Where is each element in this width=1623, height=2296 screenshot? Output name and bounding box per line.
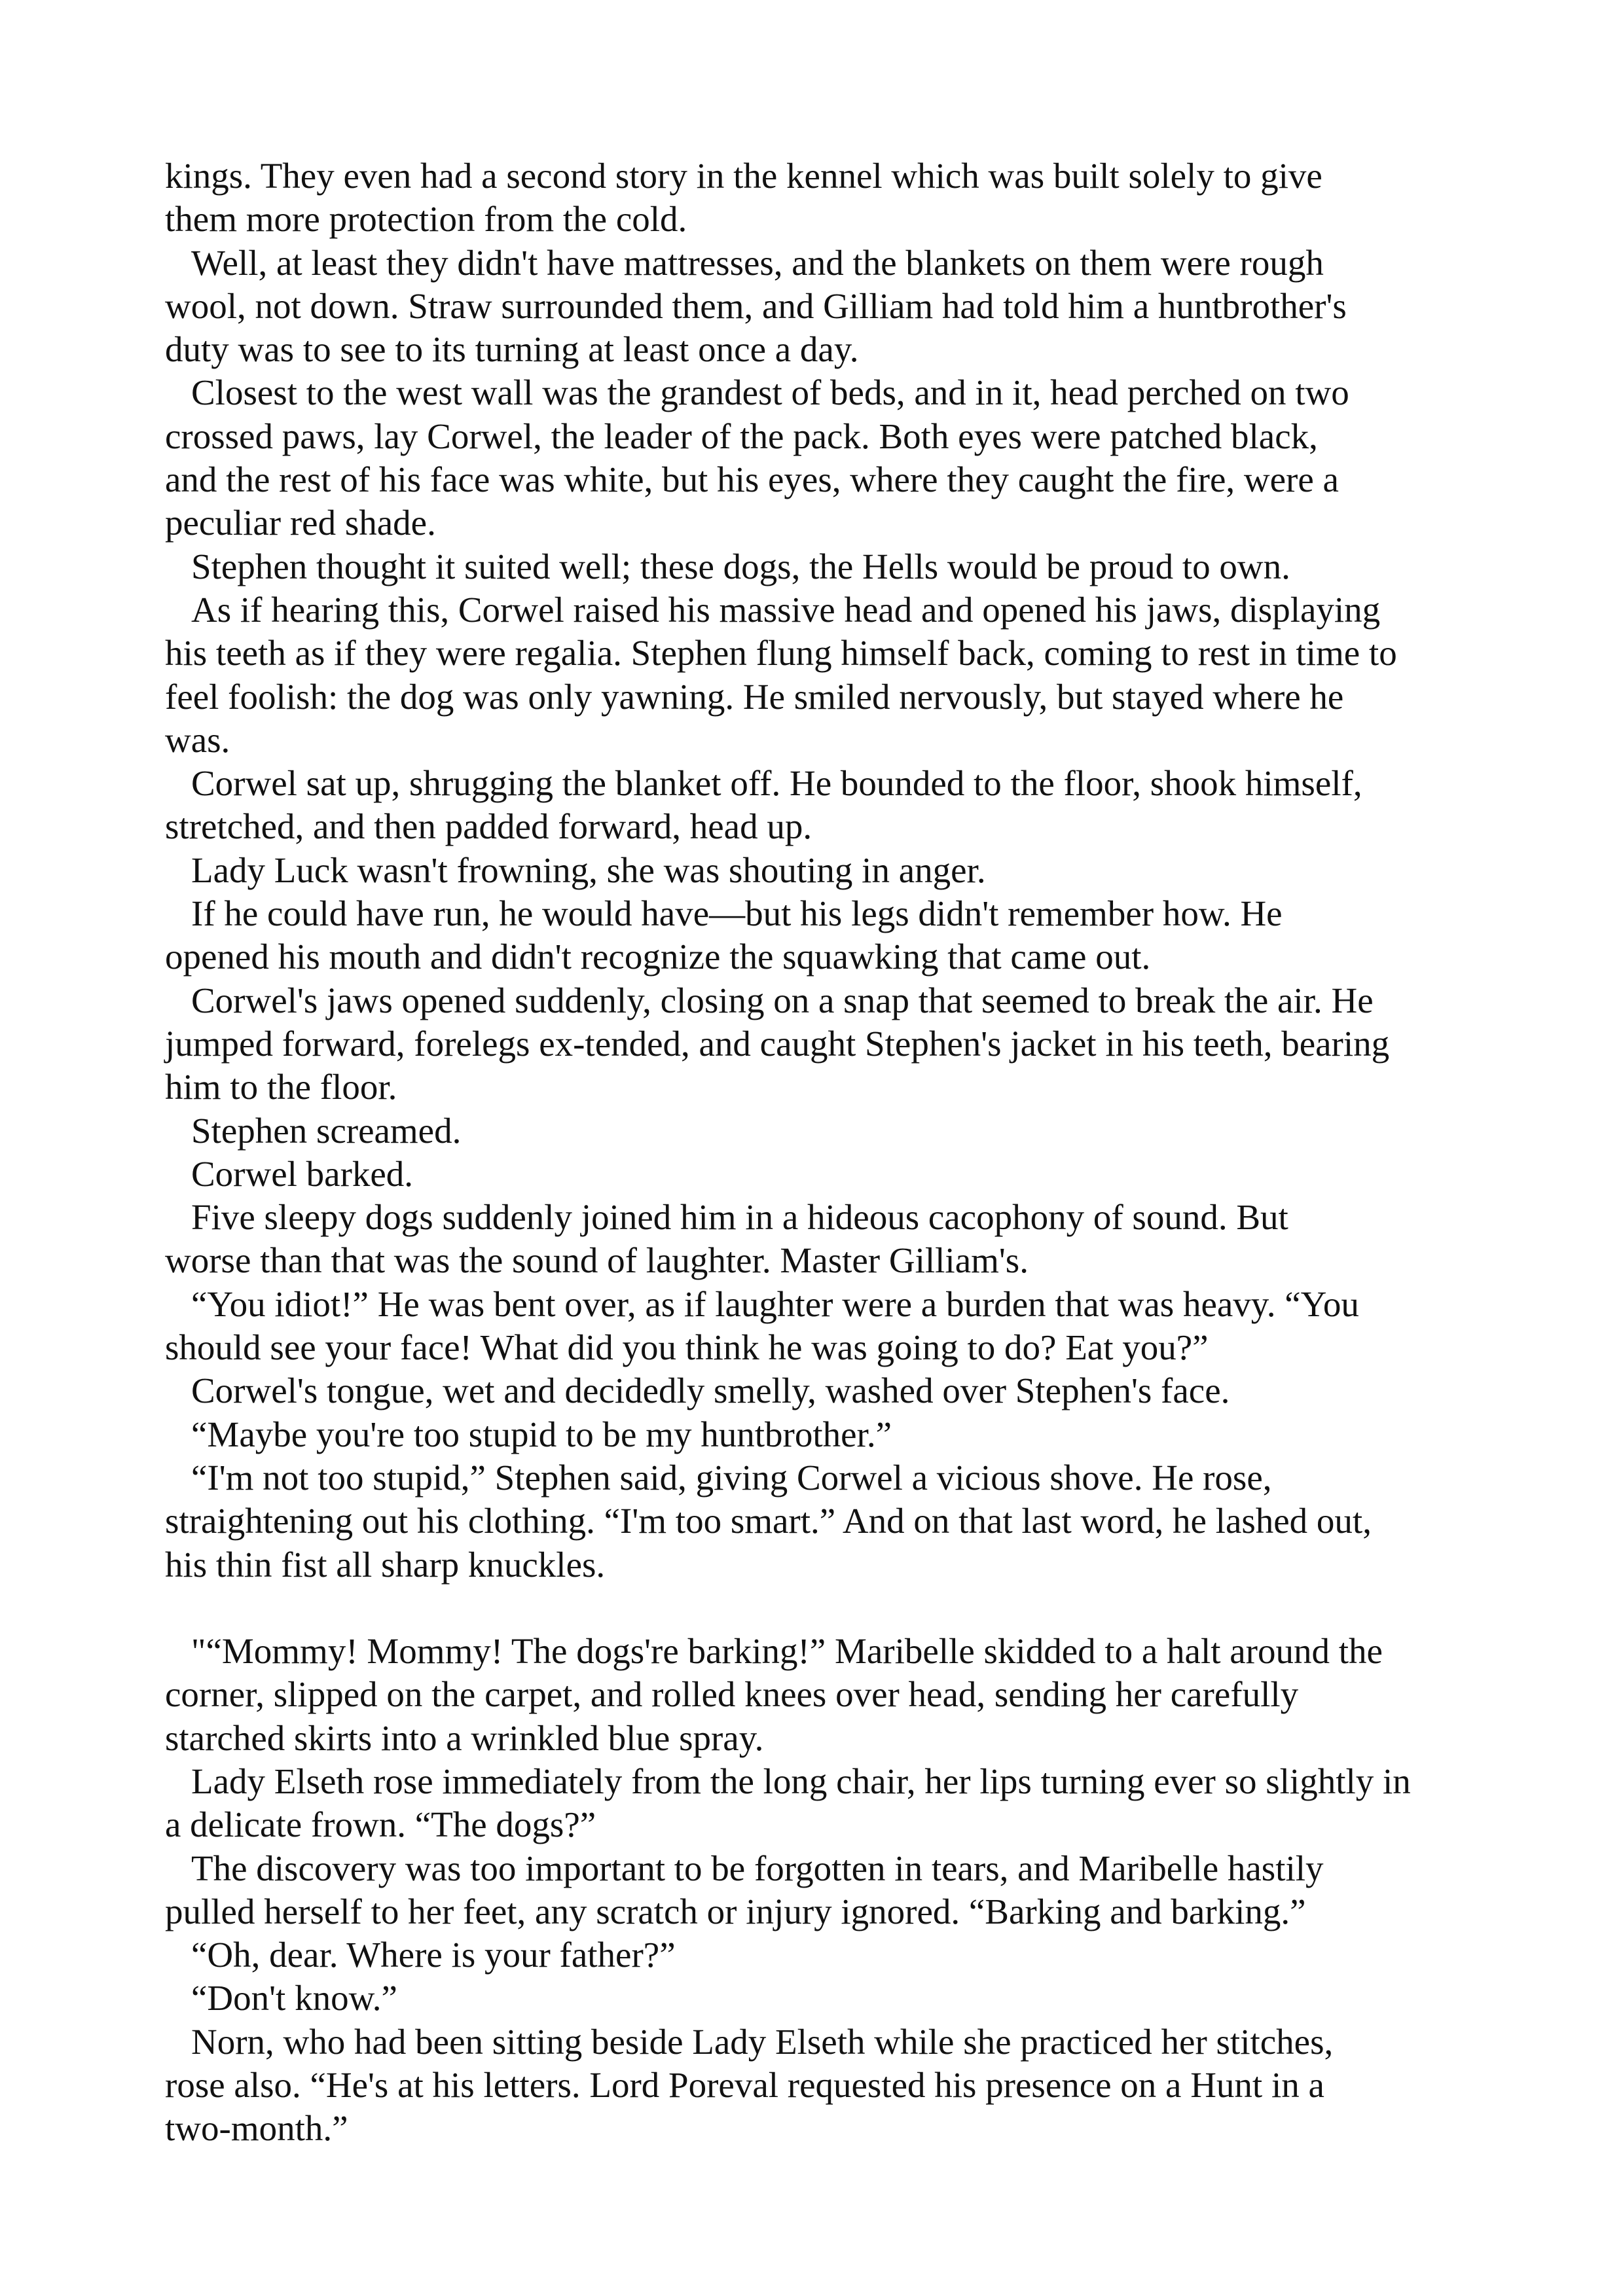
text-line: worse than that was the sound of laughter. Master Gilliam's. [165, 1240, 1029, 1281]
text-line: rose also. “He's at his letters. Lord Poreval requested his presence on a Hunt in a [165, 2065, 1324, 2106]
text-line: duty was to see to its turning at least once a day. [165, 329, 859, 370]
text-line: him to the floor. [165, 1067, 397, 1107]
text-line: stretched, and then padded forward, head up. [165, 806, 812, 847]
text-line: corner, slipped on the carpet, and rolled knees over head, sending her carefully [165, 1674, 1299, 1715]
text-line: Well, at least they didn't have mattresses, and the blankets on them were rough [191, 242, 1324, 283]
text-line: Lady Luck wasn't frowning, she was shouting in anger. [191, 850, 986, 890]
text-line: As if hearing this, Corwel raised his massive head and opened his jaws, displaying [191, 589, 1381, 630]
text-line: Corwel barked. [191, 1153, 414, 1194]
body-text [165, 154, 1481, 2151]
text-line: peculiar red shade. [165, 503, 436, 543]
text-line: should see your face! What did you think he was going to do? Eat you?” [165, 1327, 1209, 1368]
text-line: “I'm not too stupid,” Stephen said, giving Corwel a vicious shove. He rose, [191, 1457, 1272, 1498]
text-line: crossed paws, lay Corwel, the leader of the pack. Both eyes were patched black, [165, 416, 1318, 456]
text-line: them more protection from the cold. [165, 199, 687, 240]
text-line: feel foolish: the dog was only yawning. He smiled nervously, but stayed where he [165, 676, 1344, 717]
text-line: "“Mommy! Mommy! The dogs're barking!” Maribelle skidded to a halt around the [191, 1631, 1383, 1672]
text-line: The discovery was too important to be forgotten in tears, and Maribelle hastily [191, 1848, 1324, 1888]
text-line: straightening out his clothing. “I'm too smart.” And on that last word, he lashed out, [165, 1501, 1372, 1541]
text-line: Stephen thought it suited well; these dogs, the Hells would be proud to own. [191, 546, 1290, 586]
text-line: Norn, who had been sitting beside Lady Elseth while she practiced her stitches, [191, 2021, 1334, 2062]
text-line: Corwel's tongue, wet and decidedly smelly, washed over Stephen's face. [191, 1371, 1230, 1411]
section-break [165, 1587, 1481, 1630]
text-line: pulled herself to her feet, any scratch or injury ignored. “Barking and barking.” [165, 1891, 1306, 1931]
text-line: Five sleepy dogs suddenly joined him in a hideous cacophony of sound. But [191, 1197, 1288, 1238]
text-line: “Oh, dear. Where is your father?” [191, 1935, 676, 1975]
text-line: If he could have run, he would have—but his legs didn't remember how. He [191, 893, 1283, 934]
text-line: Stephen screamed. [191, 1110, 462, 1151]
text-line: was. [165, 719, 230, 760]
text-line: Corwel's jaws opened suddenly, closing on a snap that seemed to break the air. He [191, 980, 1374, 1020]
text-line: “Maybe you're too stupid to be my huntbrother.” [191, 1414, 892, 1454]
text-line: his teeth as if they were regalia. Stephen flung himself back, coming to rest in time to [165, 633, 1397, 673]
text-section-2 [165, 1630, 1481, 2151]
text-line: Lady Elseth rose immediately from the long chair, her lips turning ever so slightly in [191, 1761, 1411, 1801]
text-line: jumped forward, forelegs ex-tended, and caught Stephen's jacket in his teeth, bearing [165, 1023, 1390, 1064]
text-line: “You idiot!” He was bent over, as if laughter were a burden that was heavy. “You [191, 1283, 1359, 1324]
text-line: “Don't know.” [191, 1978, 397, 2018]
text-line: opened his mouth and didn't recognize the squawking that came out. [165, 937, 1151, 977]
text-line: kings. They even had a second story in the kennel which was built solely to give [165, 156, 1322, 196]
text-line: and the rest of his face was white, but his eyes, where they caught the fire, were a [165, 459, 1339, 500]
text-line: starched skirts into a wrinkled blue spray. [165, 1717, 764, 1758]
text-line: wool, not down. Straw surrounded them, and Gilliam had told him a huntbrother's [165, 285, 1347, 326]
text-line: Closest to the west wall was the grandest of beds, and in it, head perched on two [191, 372, 1349, 413]
text-line: a delicate frown. “The dogs?” [165, 1804, 596, 1845]
text-line: two-month.” [165, 2108, 348, 2149]
text-section-1 [165, 154, 1481, 1587]
text-line: his thin fist all sharp knuckles. [165, 1544, 606, 1585]
text-line: Corwel sat up, shrugging the blanket off. He bounded to the floor, shook himself, [191, 763, 1362, 804]
